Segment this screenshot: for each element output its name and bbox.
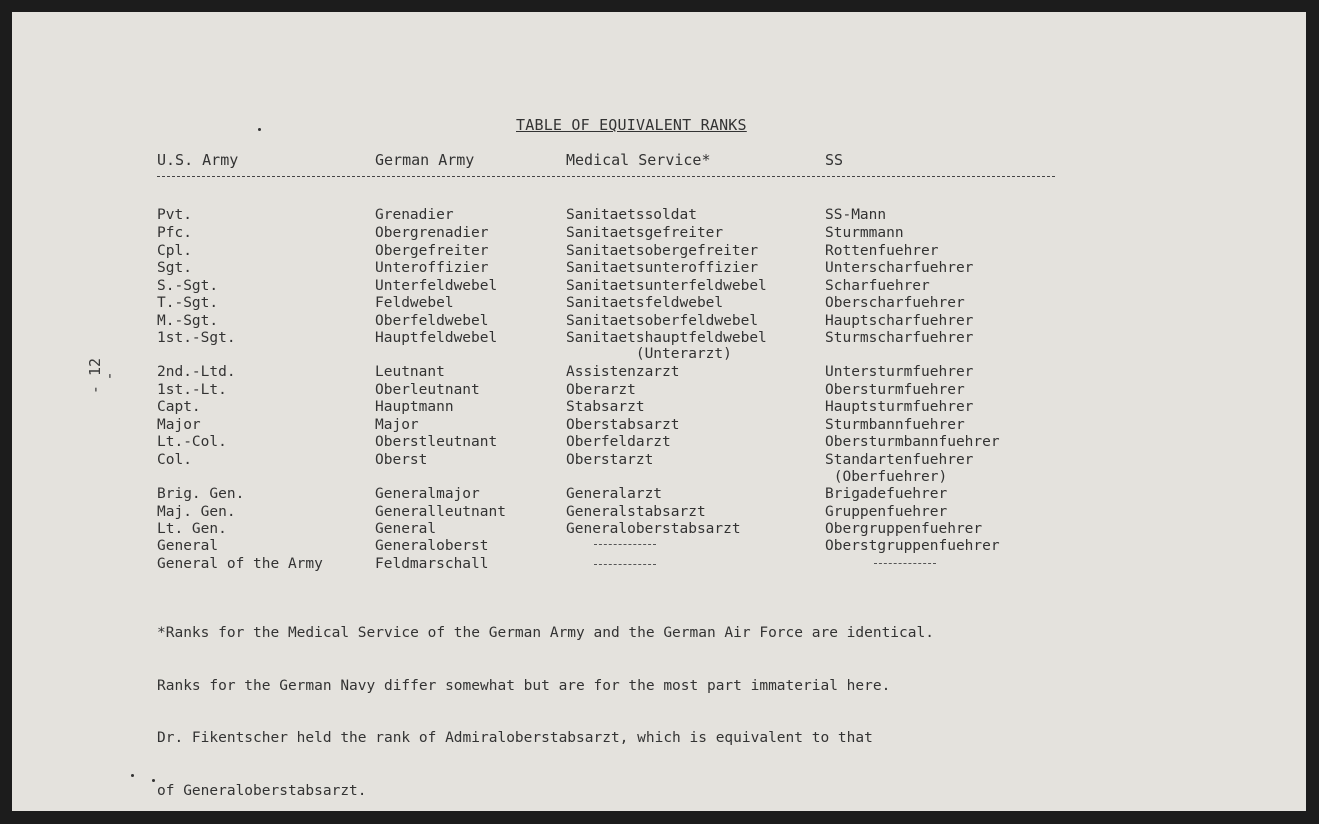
table-cell: Sanitaetsgefreiter (566, 225, 724, 241)
header-german-army: German Army (375, 151, 475, 169)
table-cell: Pvt. (157, 207, 192, 223)
table-cell: Oberst (375, 452, 428, 468)
table-cell: Untersturmfuehrer (825, 364, 974, 380)
table-cell: Lt.-Col. (157, 434, 227, 450)
table-cell: Hauptscharfuehrer (825, 313, 974, 329)
footnote-line: Dr. Fikentscher held the rank of Admiraloberstabsarzt, which is equivalent to that (157, 730, 873, 746)
table-cell: Lt. Gen. (157, 521, 227, 537)
table-cell: General (375, 521, 437, 537)
table-cell: Obergruppenfuehrer (825, 521, 983, 537)
table-cell: M.-Sgt. (157, 313, 219, 329)
header-rule (157, 176, 1055, 177)
table-cell: Stabsarzt (566, 399, 645, 415)
footnote (157, 590, 1057, 818)
ink-speck (131, 774, 134, 777)
table-cell: Maj. Gen. (157, 504, 236, 520)
table-cell: Major (157, 417, 201, 433)
table-cell: Oberstleutnant (375, 434, 498, 450)
table-cell: Scharfuehrer (825, 278, 930, 294)
table-cell: Sturmbannfuehrer (825, 417, 965, 433)
table-cell: S.-Sgt. (157, 278, 219, 294)
table-cell: Sanitaetsoberfeldwebel (566, 313, 759, 329)
table-cell: Capt. (157, 399, 201, 415)
table-cell: Oberscharfuehrer (825, 295, 965, 311)
table-cell: 2nd.-Ltd. (157, 364, 236, 380)
table-cell: Hauptmann (375, 399, 454, 415)
table-cell: Major (375, 417, 419, 433)
table-cell: Generalmajor (375, 486, 480, 502)
dash-mark (594, 564, 656, 565)
table-cell: Generalstabsarzt (566, 504, 706, 520)
ink-speck (152, 779, 155, 782)
table-cell: Unteroffizier (375, 260, 489, 276)
table-cell: Sanitaetsfeldwebel (566, 295, 724, 311)
table-cell: Leutnant (375, 364, 445, 380)
table-cell: Hauptfeldwebel (375, 330, 498, 346)
table-cell: General (157, 538, 219, 554)
table-cell: Feldmarschall (375, 556, 489, 572)
table-cell: Generaloberst (375, 538, 489, 554)
table-cell: Obergrenadier (375, 225, 489, 241)
table-cell: 1st.-Sgt. (157, 330, 236, 346)
table-cell: Cpl. (157, 243, 192, 259)
table-cell: Oberstabsarzt (566, 417, 680, 433)
table-cell: Sanitaetsunterfeldwebel (566, 278, 767, 294)
table-cell: Sanitaetshauptfeldwebel (566, 330, 767, 346)
table-cell: Sanitaetssoldat (566, 207, 697, 223)
table-cell: (Oberfuehrer) (825, 469, 948, 485)
footnote-line: Ranks for the German Navy differ somewhat but are for the most part immaterial here. (157, 677, 891, 694)
table-cell: Grenadier (375, 207, 454, 223)
table-cell: T.-Sgt. (157, 295, 219, 311)
table-cell: General of the Army (157, 556, 323, 572)
table-cell: Sturmmann (825, 225, 904, 241)
table-cell: Oberarzt (566, 382, 636, 398)
table-cell: Standartenfuehrer (825, 452, 974, 468)
table-cell: Oberfeldwebel (375, 313, 489, 329)
table-cell: Sanitaetsobergefreiter (566, 243, 759, 259)
header-medical-service: Medical Service* (566, 151, 711, 169)
table-cell: Hauptsturmfuehrer (825, 399, 974, 415)
table-cell: Obersturmbannfuehrer (825, 434, 1000, 450)
dash-mark (874, 563, 936, 564)
table-title: TABLE OF EQUIVALENT RANKS (516, 116, 747, 134)
table-cell: Sgt. (157, 260, 192, 276)
table-cell: Obersturmfuehrer (825, 382, 965, 398)
table-cell: Obergefreiter (375, 243, 489, 259)
table-cell: SS-Mann (825, 207, 887, 223)
table-cell: Generaloberstabsarzt (566, 521, 741, 537)
header-ss: SS (825, 151, 844, 169)
table-cell: Oberstgruppenfuehrer (825, 538, 1000, 554)
table-cell: Oberleutnant (375, 382, 480, 398)
page-number: - 12 - (86, 357, 118, 395)
table-cell: Rottenfuehrer (825, 243, 939, 259)
table-cell: 1st.-Lt. (157, 382, 227, 398)
table-cell: Unterscharfuehrer (825, 260, 974, 276)
table-cell: Assistenzarzt (566, 364, 680, 380)
table-cell: Unterfeldwebel (375, 278, 498, 294)
table-cell: Brigadefuehrer (825, 486, 948, 502)
table-cell: Gruppenfuehrer (825, 504, 948, 520)
table-cell: Generalleutnant (375, 504, 506, 520)
table-cell: Oberfeldarzt (566, 434, 671, 450)
dash-mark (594, 544, 656, 545)
header-us-army: U.S. Army (157, 151, 239, 169)
table-cell: Generalarzt (566, 486, 663, 502)
table-cell: Sturmscharfuehrer (825, 330, 974, 346)
table-cell: Col. (157, 452, 192, 468)
table-cell: (Unterarzt) (566, 346, 732, 362)
table-cell: Brig. Gen. (157, 486, 245, 502)
table-cell: Sanitaetsunteroffizier (566, 260, 759, 276)
table-cell: Feldwebel (375, 295, 454, 311)
table-cell: Oberstarzt (566, 452, 654, 468)
footnote-line: of Generaloberstabsarzt. (157, 782, 367, 799)
table-cell: Pfc. (157, 225, 192, 241)
ink-speck (258, 128, 261, 131)
footnote-line: *Ranks for the Medical Service of the German Army and the German Air Force are identical. (157, 625, 934, 641)
